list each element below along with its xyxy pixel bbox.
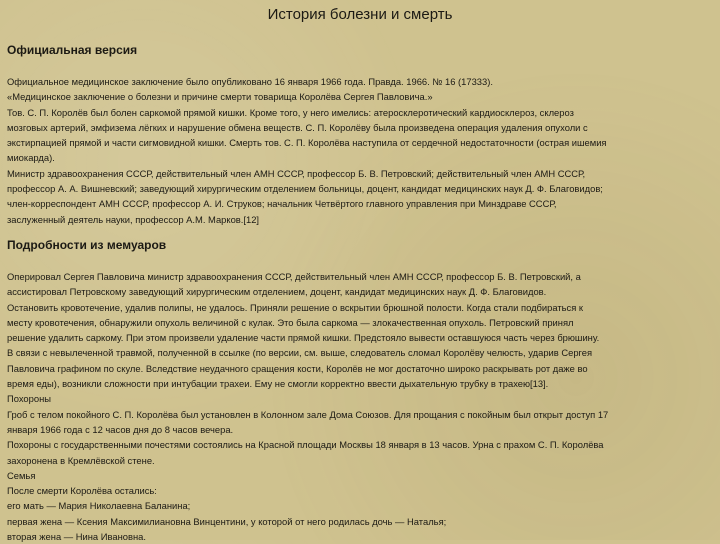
text-line: профессор А. А. Вишневский; заведующий хирургическим отделением больницы, доцент, кандидат медицинских наук Д. Ф. Благовидов;: [7, 183, 603, 195]
text-line: миокарда).: [7, 152, 55, 164]
section-heading-memoirs: Подробности из мемуаров: [7, 238, 167, 252]
section-heading-official: Официальная версия: [7, 43, 138, 57]
text-line: После смерти Королёва остались:: [7, 485, 157, 497]
text-line: член-корреспондент АМН СССР, профессор А. И. Струков; начальник Четвёртого главного управления при Минздраве СССР,: [7, 198, 557, 210]
text-line: Остановить кровотечение, удалив полипы, не удалось. Приняли решение о вскрытии брюшной полости. Когда стали подбираться к: [7, 301, 584, 313]
text-line: первая жена — Ксения Максимилиановна Винцентини, у которой от него родилась дочь — Наталья;: [7, 515, 447, 527]
text-line: Оперировал Сергея Павловича министр здравоохранения СССР, действительный член АМН СССР, профессор Б. В. Петровский, а: [7, 271, 581, 282]
text-line: мозговых артерий, эмфизема лёгких и нарушение обмена веществ. С. П. Королёву была произведена операция удаления опухоли с: [7, 121, 588, 133]
official-version-text: [7, 74, 713, 227]
text-line: месту кровотечения, обнаружили опухоль величиной с кулак. Это была саркома — злокачественная опухоль. Петровский принял: [7, 316, 574, 328]
text-line: экстирпацией прямой и части сигмовидной кишки. Смерть тов. С. П. Королёва наступила от сердечной недостаточности (острая ишемия: [7, 137, 607, 149]
text-line: «Медицинское заключение о болезни и причине смерти товарища Королёва Сергея Павловича.»: [7, 91, 433, 103]
text-line: Похороны с государственными почестями состоялись на Красной площади Москвы 18 января в 13 часов. Урна с прахом С. П. Королёва: [7, 439, 604, 451]
page-title: История болезни и смерть: [267, 6, 453, 23]
text-line: захоронена в Кремлёвской стене.: [7, 454, 155, 466]
text-line: Министр здравоохранения СССР, действительный член АМН СССР, профессор Б. В. Петровский; действительный член АМН СССР,: [7, 167, 586, 179]
text-line: Гроб с телом покойного С. П. Королёва был установлен в Колонном зале Дома Союзов. Для прощания с покойным был открыт доступ 17: [7, 408, 609, 420]
text-line: В связи с невылеченной травмой, полученной в ссылке (по версии, см. выше, следователь сломал Королёву челюсть, ударив Сергея: [7, 347, 593, 359]
text-line: Павловича графином по скуле. Вследствие неудачного сращения кости, Королёв не мог достаточно широко раскрывать рот даже во: [7, 362, 588, 374]
text-line: вторая жена — Нина Ивановна.: [7, 531, 146, 543]
text-line: заслуженный деятель науки, профессор А.М. Марков.[12]: [7, 213, 260, 225]
text-line: Семья: [7, 469, 36, 481]
text-line: время еды), возникли сложности при интубации трахеи. Ему не смогли корректно ввести дыхательную трубку в трахею[13].: [7, 378, 549, 390]
memoirs-text: [7, 269, 713, 544]
text-line: решение удалить саркому. При этом произвели удаление части прямой кишки. Предстояло вывести оставшуюся часть через брюшину.: [7, 332, 600, 344]
text-line: его мать — Мария Николаевна Баланина;: [7, 500, 191, 512]
text-line: Официальное медицинское заключение было опубликовано 16 января 1966 года. Правда. 1966. № 16 (17333).: [7, 76, 493, 87]
text-line: Похороны: [7, 393, 51, 405]
text-line: ассистировал Петровскому заведующий хирургическим отделением, доцент, кандидат медицинских наук Д. Ф. Благовидов.: [7, 286, 547, 298]
text-line: Тов. С. П. Королёв был болен саркомой прямой кишки. Кроме того, у него имелись: атеросклеротический кардиосклероз, склероз: [7, 106, 574, 118]
text-line: января 1966 года с 12 часов дня до 8 часов вечера.: [7, 423, 234, 435]
